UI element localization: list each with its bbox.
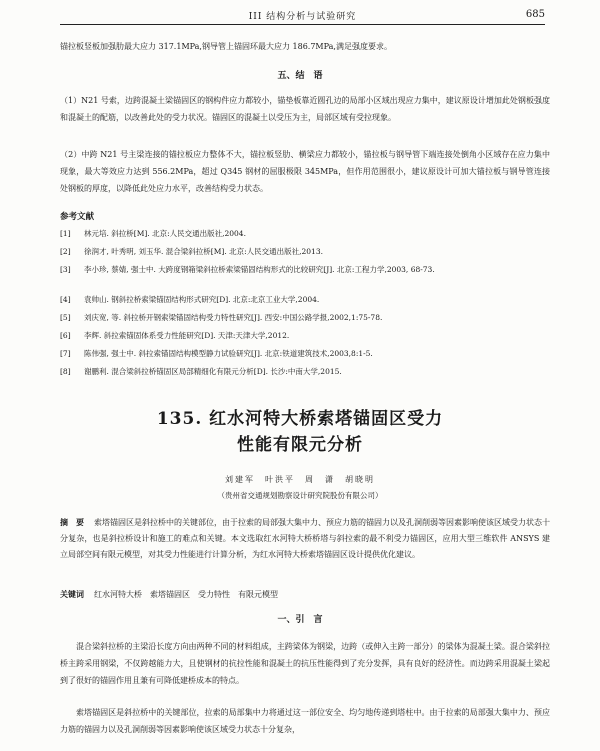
reference-item [60, 228, 550, 240]
reference-text: 徐润才, 叶秀明, 刘玉华. 混合梁斜拉桥[M]. 北京:人民交通出版社,2013. [84, 247, 323, 256]
conclusion-paragraph-1: （1）N21 号索，边跨混凝土梁锚固区的钢构件应力都较小，锚垫板靠近圆孔边的局部小区域出现应力集中，建议原设计增加此处钢板强度和混凝土的配筋，以改善此处的受力状况。锚固区的混凝土以受压为主，局部区域有受拉现象。 [60, 96, 550, 122]
article-title-line-1: 135. 红水河特大桥索塔锚固区受力 [156, 409, 444, 429]
reference-text: 李小珍, 蔡婧, 强士中. 大跨度钢箱梁斜拉桥索梁锚固结构形式的比较研究[J]. 北京:工程力学,2003, 68-73. [84, 265, 435, 274]
reference-number: [2] [60, 247, 71, 256]
intro-heading: 一、引 言 [277, 615, 323, 625]
article-title-line-2: 性能有限元分析 [237, 435, 363, 455]
reference-text: 袁帅山. 钢斜拉桥索梁锚固结构形式研究[D]. 北京:北京工业大学,2004. [84, 295, 320, 304]
reference-item [60, 348, 550, 360]
section-title: III 结构分析与试验研究 [248, 12, 357, 22]
reference-item [60, 330, 550, 342]
keywords-text: 红水河特大桥 索塔锚固区 受力特性 有限元模型 [94, 590, 278, 599]
reference-text: 刘庆宽, 等. 斜拉桥开钢索梁锚固结构受力特性研究[J]. 西安:中国公路学报,2002,1:75-78. [84, 313, 383, 322]
reference-number: [1] [60, 229, 71, 238]
abstract [60, 514, 550, 563]
keywords-label: 关键词 [60, 589, 84, 599]
conclusion-paragraph-2: （2）中跨 N21 号主梁连接的锚拉板应力整体不大，锚拉板竖肋、横梁应力都较小，锚拉板与钢导管下端连接处倒角小区域存在应力集中现象，最大等效应力达到 556.2MPa，超过 Q345 钢材的屈服极限 345MPa，但作用范围很小，建议原设计可加大锚拉板与钢导管连接处钢板的厚度，以降低此处应力水平，改善结构受力状态。 [60, 150, 550, 193]
reference-text: 林元培. 斜拉桥[M]. 北京:人民交通出版社,2004. [84, 229, 246, 238]
reference-item [60, 246, 550, 258]
keywords [60, 586, 550, 603]
article-authors: 刘建军 叶洪平 周 潇 胡晓明 [225, 475, 375, 484]
reference-number: [3] [60, 265, 71, 274]
abstract-text: 索塔锚固区是斜拉桥中的关键部位，由于拉索的局部强大集中力、预应力筋的锚固力以及孔洞削弱等因素影响使该区域受力状态十分复杂，也是斜拉桥设计和施工的难点和关键。本文选取红水河特大桥桥塔与斜拉索的最不利受力锚固区，应用大型三维软件 ANSYS 建立局部空间有限元模型，对其受力性能进行计算分析，为红水河特大桥索塔锚固区设计提供优化建议。 [60, 518, 550, 559]
references-heading: 参考文献 [60, 212, 95, 222]
intro-paragraph-1: 混合梁斜拉桥的主梁沿长度方向由两种不同的材料组成，主跨梁体为钢梁，边跨（或伸入主跨一部分）的梁体为混凝土梁。混合梁斜拉桥主跨采用钢梁，不仅跨越能力大，且使钢材的抗拉性能和混凝土的抗压性能得到了充分发挥，具有良好的经济性。而边跨采用混凝土梁起到了很好的锚固作用且兼有可降低建桥成本的特点。 [60, 642, 550, 685]
conclusion-heading: 五、结 语 [277, 71, 323, 81]
reference-number: [4] [60, 295, 71, 304]
reference-number: [5] [60, 313, 71, 322]
reference-item [60, 294, 550, 306]
reference-item [60, 264, 550, 276]
intro-paragraph-2: 索塔锚固区是斜拉桥中的关键部位，拉索的局部集中力将通过这一部位安全、均匀地传递到塔柱中。由于拉索的局部强大集中力、预应力筋的锚固力以及孔洞削弱等因素影响使该区域受力状态十分复杂， [60, 708, 550, 734]
page-number: 685 [525, 9, 545, 20]
reference-text: 李辉. 斜拉索锚固体系受力性能研究[D]. 天津:天津大学,2012. [84, 331, 290, 340]
reference-number: [6] [60, 331, 71, 340]
reference-text: 谢鹏利. 混合梁斜拉桥锚固区局部精细化有限元分析[D]. 长沙:中南大学,2015. [84, 367, 342, 376]
reference-text: 陈伟强, 强士中. 斜拉索锚固结构模型静力试验研究[J]. 北京:铁道建筑技术,2003,8:1-5. [84, 349, 373, 358]
carryover-paragraph: 锚拉板竖板加强肋最大应力 317.1MPa,钢导管上锚固环最大应力 186.7MPa,满足强度要求。 [60, 42, 392, 51]
reference-number: [8] [60, 367, 71, 376]
reference-number: [7] [60, 349, 71, 358]
article-affiliation: （贵州省交通规划勘察设计研究院股份有限公司） [217, 491, 383, 500]
running-header [60, 8, 545, 25]
reference-item [60, 312, 550, 324]
abstract-label: 摘 要 [60, 517, 84, 527]
reference-item [60, 366, 550, 378]
